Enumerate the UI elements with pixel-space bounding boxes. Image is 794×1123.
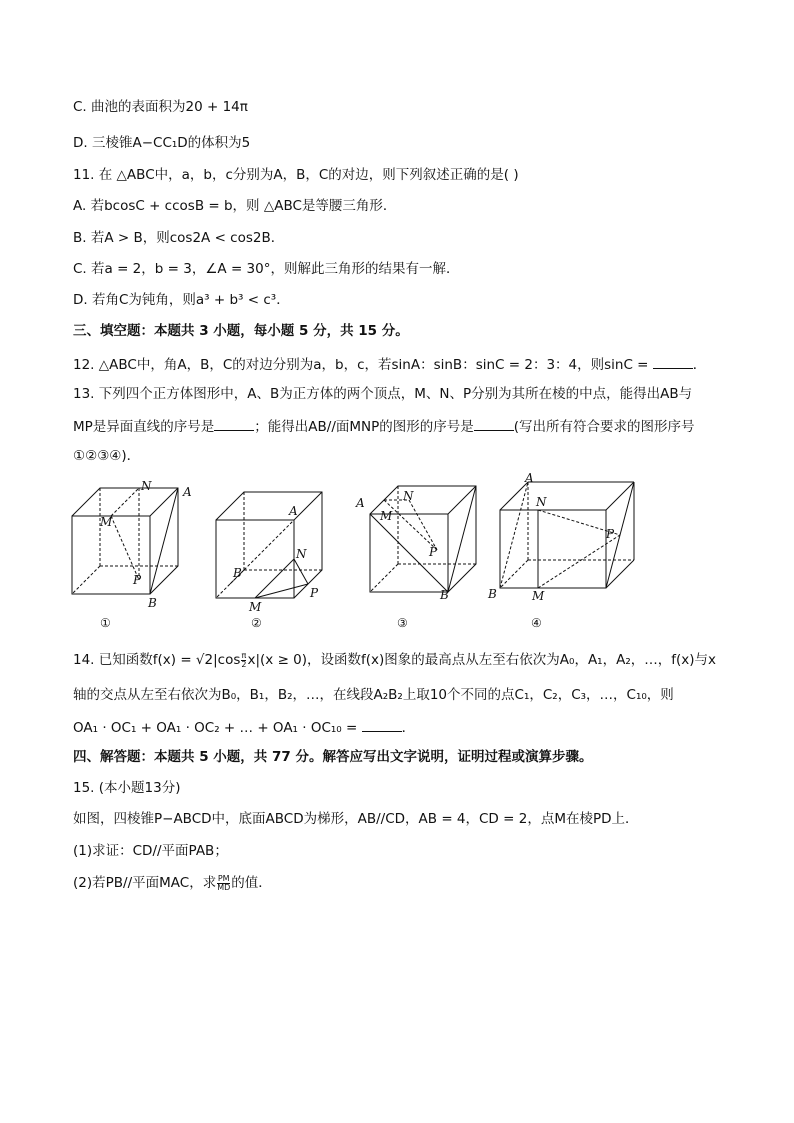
fig-number-4: ④: [531, 616, 542, 630]
fig4-label-b: B: [488, 587, 497, 601]
q10-option-d: D. 三棱锥A−CC₁D的体积为5: [73, 135, 251, 151]
q13-blank-2[interactable]: [474, 416, 514, 431]
q15-part2: [73, 874, 272, 892]
q14-line1: [73, 651, 716, 669]
q11-option-d: D. 若角C为钝角，则a³ + b³ < c³．: [73, 292, 290, 308]
q11-option-a: A. 若bcosC + ccosB = b，则 △ABC是等腰三角形．: [73, 198, 397, 214]
q15-fraction: [217, 875, 230, 892]
fig4-label-a: A: [525, 471, 534, 485]
cube-figure-3: [370, 486, 476, 592]
fig1-label-p: P: [133, 573, 142, 587]
q15-head: 15. (本小题13分): [73, 780, 181, 796]
q14-line1-a: 14. 已知函数f(x) = √2|cos: [73, 652, 241, 668]
q15-frac-den: MD: [217, 882, 231, 892]
fig2-label-n: N: [296, 547, 307, 561]
q15-part1: (1)求证：CD//平面PAB；: [73, 843, 228, 859]
q13-line2-a: MP是异面直线的序号是: [73, 419, 215, 435]
fig3-label-b: B: [440, 588, 449, 602]
q15-stem: 如图，四棱锥P−ABCD中，底面ABCD为梯形，AB//CD，AB = 4，CD = 2，点M在棱PD上．: [73, 811, 639, 827]
section-fill-in-blank: 三、填空题：本题共 3 小题，每小题 5 分，共 15 分。: [73, 323, 409, 339]
q13-line2-c: (写出所有符合要求的图形序号: [513, 419, 695, 435]
q10-option-c: C. 曲池的表面积为20 + 14π: [73, 99, 248, 115]
q14-frac-den: 2: [241, 659, 247, 669]
q12-text: 12. △ABC中，角A，B，C的对边分别为a，b，c，若sinA：sinB：sinC = 2：3：4，则sinC =: [73, 357, 653, 373]
q15-frac-num: PM: [217, 873, 230, 883]
q13-line1: 13. 下列四个正方体图形中，A、B为正方体的两个顶点，M、N、P分别为其所在棱的中点，能得出AB与: [73, 386, 693, 402]
fig3-label-n: N: [403, 489, 414, 503]
fig3-label-m: M: [380, 509, 393, 523]
fig3-label-p: P: [429, 545, 438, 559]
fig2-label-a: A: [289, 504, 298, 518]
fig1-label-a: A: [183, 485, 192, 499]
q14-answer-blank[interactable]: [362, 717, 402, 732]
section-solutions: 四、解答题：本题共 5 小题，共 77 分。解答应写出文字说明，证明过程或演算步骤。: [73, 749, 593, 765]
q14-line3: [73, 717, 415, 737]
q11-option-b: B. 若A > B，则cos2A < cos2B．: [73, 230, 285, 246]
q15-part2-b: 的值．: [231, 875, 272, 891]
cube-figure-2: [216, 492, 322, 598]
q13-blank-1[interactable]: [214, 416, 254, 431]
fig2-label-m: M: [249, 600, 262, 614]
fig1-label-n: N: [141, 479, 152, 493]
fig2-label-p: P: [310, 586, 319, 600]
fig1-label-b: B: [148, 596, 157, 610]
fig1-label-m: M: [100, 515, 113, 529]
q14-frac-num: π: [241, 650, 247, 660]
q15-part2-a: (2)若PB//平面MAC，求: [73, 875, 217, 891]
fig4-label-m: M: [532, 589, 545, 603]
fig2-label-b: B: [233, 566, 242, 580]
q12-answer-blank[interactable]: [653, 354, 693, 369]
q11-stem: 11. 在 △ABC中，a，b，c分别为A，B，C的对边，则下列叙述正确的是( ): [73, 167, 519, 183]
q14-fraction: [241, 652, 246, 669]
q13-line3: ①②③④)．: [73, 448, 141, 464]
q14-line1-b: x|(x ≥ 0)，设函数f(x)图象的最高点从左至右依次为A₀，A₁，A₂，…，f(x)与x: [247, 652, 717, 668]
q14-line2: 轴的交点从左至右依次为B₀，B₁，B₂，…，在线段A₂B₂上取10个不同的点C₁，C₂，C₃，…，C₁₀，则: [73, 687, 674, 703]
fig3-label-a: A: [356, 496, 365, 510]
q11-option-c: C. 若a = 2，b = 3，∠A = 30°，则解此三角形的结果有一解．: [73, 261, 460, 277]
fig-number-2: ②: [251, 616, 262, 630]
cube-figures-svg: [60, 470, 740, 640]
q14-vector-sum: OA₁ · OC₁ + OA₁ · OC₂ + … + OA₁ · OC₁₀ =: [73, 720, 362, 736]
fig-number-1: ①: [100, 616, 111, 630]
q12: [73, 354, 706, 374]
cube-figures: [60, 470, 740, 640]
fig-number-3: ③: [397, 616, 408, 630]
fig4-label-n: N: [536, 495, 547, 509]
q13-line2: [73, 416, 695, 436]
q13-line2-b: ；能得出AB//面MNP的图形的序号是: [254, 419, 474, 435]
fig4-label-p: P: [606, 527, 615, 541]
cube-figure-1: [72, 488, 178, 594]
q14-end: ．: [401, 720, 416, 736]
q12-end: ．: [692, 357, 707, 373]
